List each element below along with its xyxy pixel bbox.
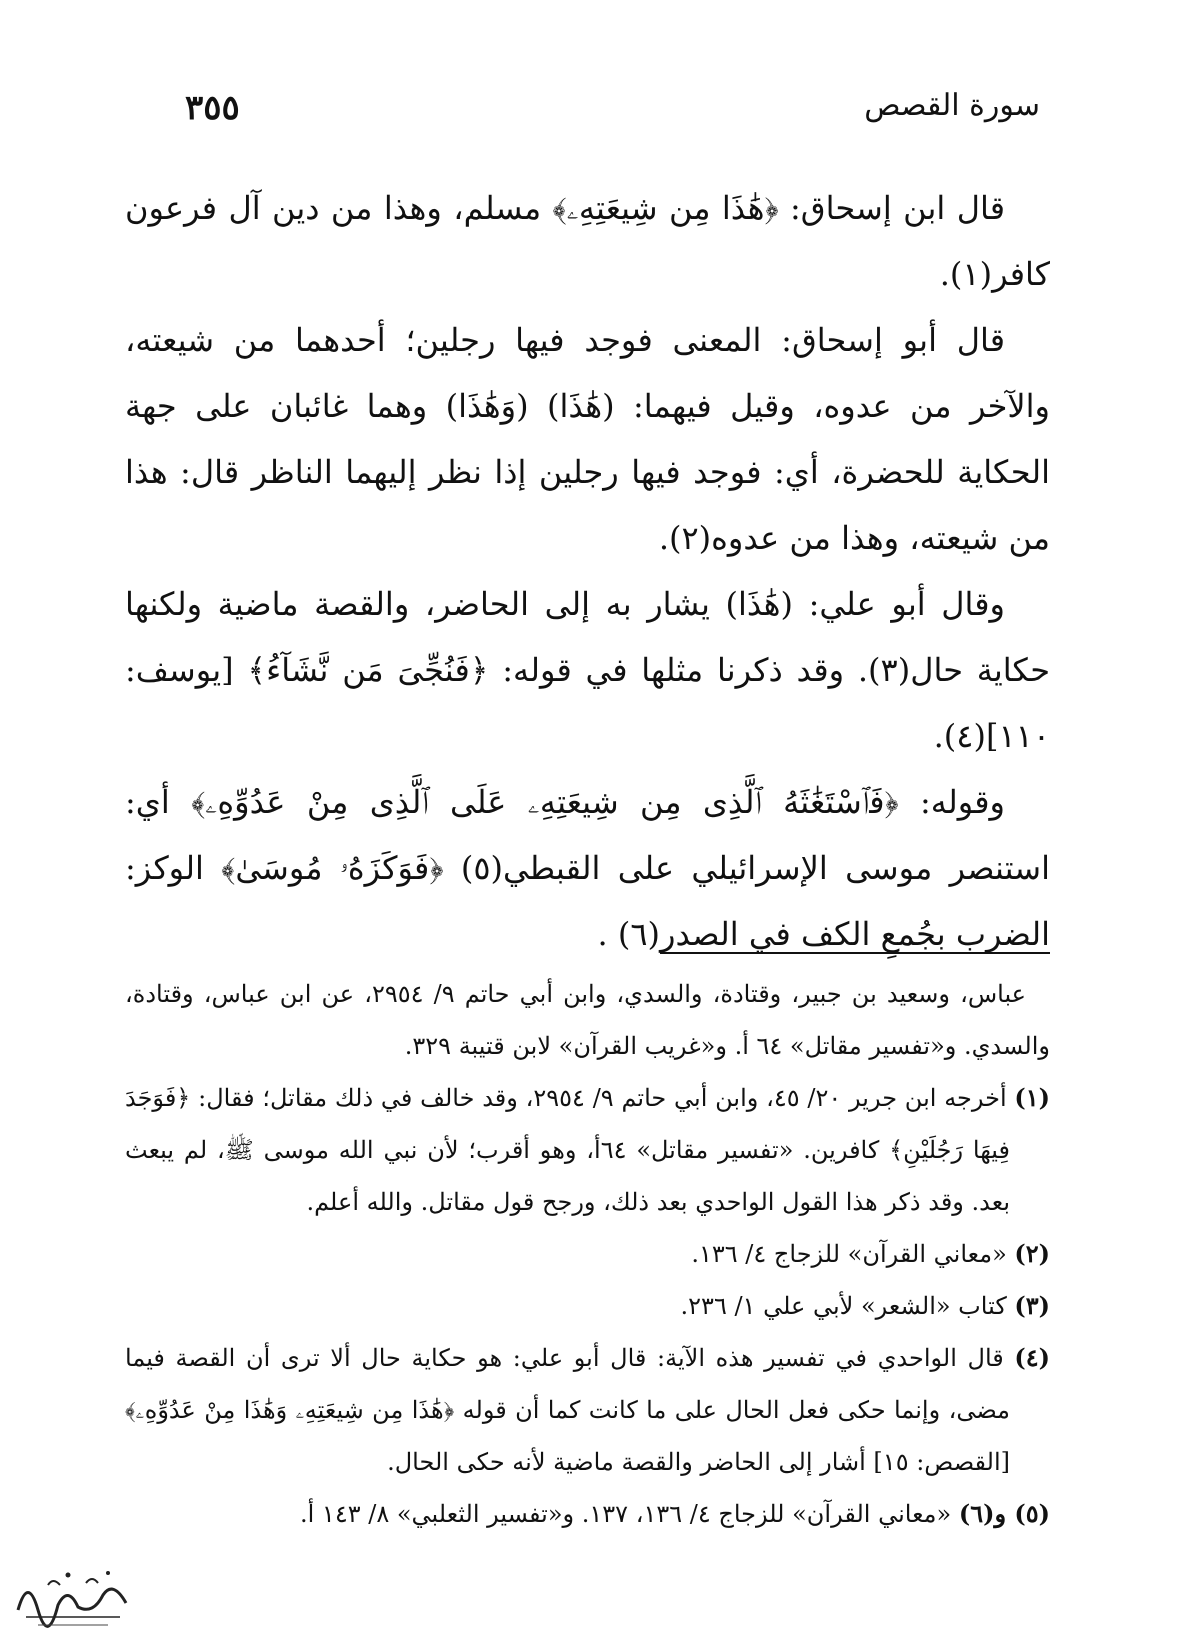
footnote-1 [125,1072,1050,1228]
footnote-text: أخرجه ابن جرير ٢٠/ ٤٥، وابن أبي حاتم ٩/ ٢٩٥٤، وقد خالف في ذلك مقاتل؛ فقال: ﴿فَوَجَدَ فِيهَا رَجُلَيْنِ﴾ كافرين. «تفسير مقاتل» ٦٤أ، وهو أقرب؛ لأن نبي الله موسى ﷺ، لم يبعث بعد. وقد ذكر هذا القول الواحدي بعد ذلك، ورجح قول مقاتل. والله أعلم. [125,1084,1010,1216]
footnote-text: «معاني القرآن» للزجاج ٤/ ١٣٦، ١٣٧. و«تفسير الثعلبي» ٨/ ١٤٣ أ. [299,1500,952,1528]
footnote-number: (٥) و(٦) [958,1499,1050,1528]
footnote-divider [660,952,1050,954]
running-header-title: سورة القصص [864,88,1040,123]
paragraph-1: قال ابن إسحاق: ﴿هَٰذَا مِن شِيعَتِهِۦ﴾ مسلم، وهذا من دين آل فرعون كافر(١). [125,189,1050,293]
calligraphy-logo-icon [8,1555,138,1635]
footnote-2 [125,1228,1050,1280]
footnote-text: قال الواحدي في تفسير هذه الآية: قال أبو علي: هو حكاية حال ألا ترى أن القصة فيما مضى، وإنما حكى فعل الحال على ما كانت كما أن قوله ﴿هَٰذَا مِن شِيعَتِهِۦ وَهَٰذَا مِنْ عَدُوِّهِۦ﴾ [القصص: ١٥] أشار إلى الحاضر والقصة ماضية لأنه حكى الحال. [125,1344,1010,1476]
footnote-number: (٤) [1014,1343,1051,1372]
footnote-number: (٢) [1014,1239,1050,1268]
footnote-number: (١) [1014,1083,1051,1112]
footnote-text: «معاني القرآن» للزجاج ٤/ ١٣٦. [691,1240,1007,1268]
watermark-logo-svg [8,1555,138,1635]
footnote-5-6 [125,1488,1050,1540]
main-text [125,175,1050,967]
paragraph-4: وقوله: ﴿فَٱسْتَغَٰثَهُ ٱلَّذِى مِن شِيعَتِهِۦ عَلَى ٱلَّذِى مِنْ عَدُوِّهِۦ﴾ أي: استنصر موسى الإسرائيلي على القبطي(٥) ﴿فَوَكَزَهُۥ مُوسَىٰ﴾ الوكز: الضرب بجُمعِ الكف في الصدر(٦) . [125,783,1051,953]
footnote-number: (٣) [1014,1291,1050,1320]
paragraph-3: وقال أبو علي: (هَٰذَا) يشار به إلى الحاضر، والقصة ماضية ولكنها حكاية حال(٣). وقد ذكرنا مثلها في قوله: ﴿فَنُجِّىَ مَن نَّشَآءُ﴾ [يوسف: ١١٠](٤). [125,585,1051,755]
footnote-text: كتاب «الشعر» لأبي علي ١/ ٢٣٦. [680,1292,1007,1320]
paragraph-2: قال أبو إسحاق: المعنى فوجد فيها رجلين؛ أحدهما من شيعته، والآخر من عدوه، وقيل فيهما: (هَٰذَا) (وَهَٰذَا) وهما غائبان على جهة الحكاية للحضرة، أي: فوجد فيها رجلين إذا نظر إليهما الناظر قال: هذا من شيعته، وهذا من عدوه(٢). [125,321,1050,557]
footnote-4 [125,1332,1050,1488]
footnotes [125,968,1050,1540]
footnote-3 [125,1280,1050,1332]
footnote-continuation: عباس، وسعيد بن جبير، وقتادة، والسدي، وابن أبي حاتم ٩/ ٢٩٥٤، عن ابن عباس، وقتادة، والسدي. و«تفسير مقاتل» ٦٤ أ. و«غريب القرآن» لابن قتيبة ٣٢٩. [125,980,1050,1060]
page-number: ٣٥٥ [185,88,240,128]
